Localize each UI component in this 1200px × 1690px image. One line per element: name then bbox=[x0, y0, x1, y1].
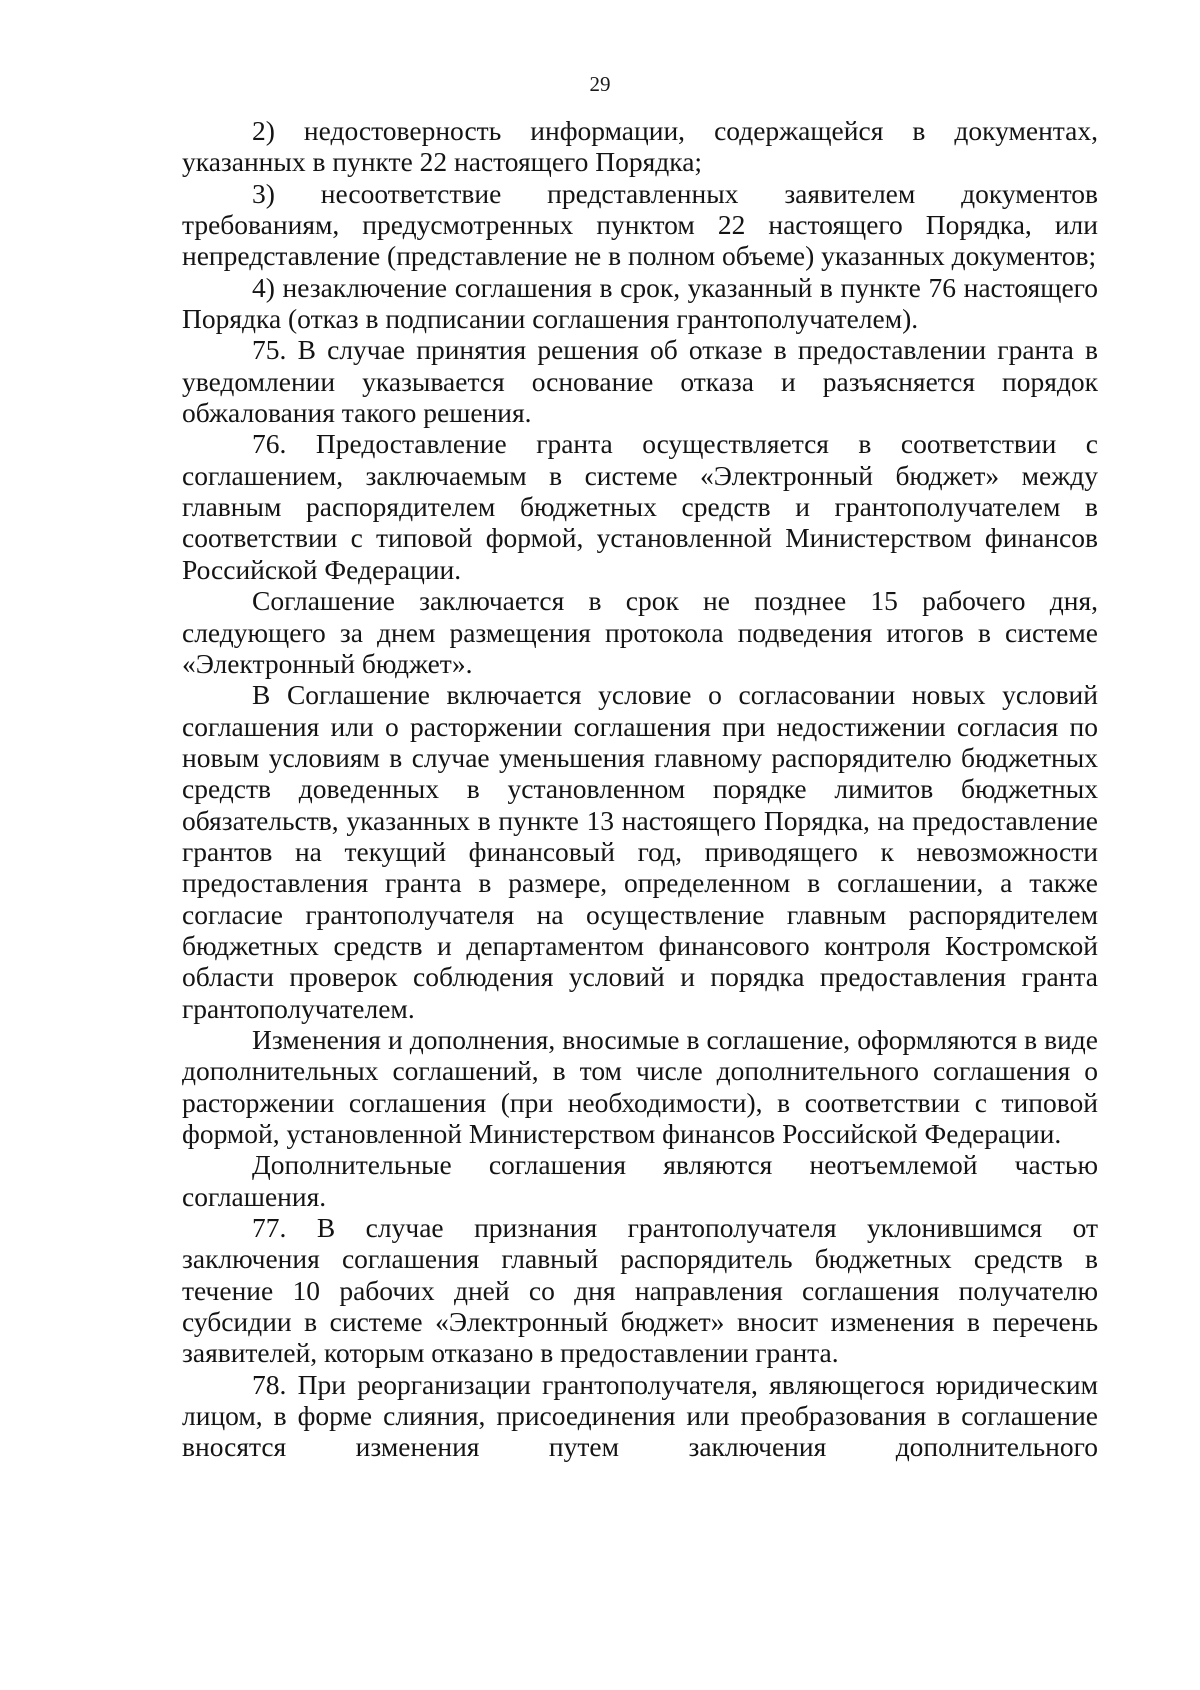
paragraph-agreement-conditions: В Соглашение включается условие о согласовании новых условий соглашения или о расторжении соглашения при недостижении согласия по новым условиям в случае уменьшения главному распорядителю бюджетных средств доведенных в установленном порядке лимитов бюджетных обязательств, указанных в пункте 13 настоящего Порядка, на предоставление грантов на текущий финансовый год, приводящего к невозможности предоставления гранта в размере, определенном в соглашении, а также согласие грантополучателя на осуществление главным распорядителем бюджетных средств и департаментом финансового контроля Костромской области проверок соблюдения условий и порядка предоставления гранта грантополучателем. bbox=[182, 679, 1098, 1024]
paragraph-clause-77: 77. В случае признания грантополучателя уклонившимся от заключения соглашения главный распорядитель бюджетных средств в течение 10 рабочих дней со дня направления соглашения получателю субсидии в системе «Электронный бюджет» вносит изменения в перечень заявителей, которым отказано в предоставлении гранта. bbox=[182, 1212, 1098, 1369]
paragraph-amendments: Изменения и дополнения, вносимые в соглашение, оформляются в виде дополнительных соглашений, в том числе дополнительного соглашения о расторжении соглашения (при необходимости), в соответствии с типовой формой, установленной Министерством финансов Российской Федерации. bbox=[182, 1023, 1098, 1149]
paragraph-clause-75: 75. В случае принятия решения об отказе в предоставлении гранта в уведомлении указывается основание отказа и разъясняется порядок обжалования такого решения. bbox=[182, 334, 1098, 429]
paragraph-item-3: 3) несоответствие представленных заявителем документов требованиям, предусмотренных пунктом 22 настоящего Порядка, или непредставление (представление не в полном объеме) указанных документов; bbox=[182, 177, 1098, 272]
paragraph-agreement-term: Соглашение заключается в срок не позднее 15 рабочего дня, следующего за днем размещения протокола подведения итогов в системе «Электронный бюджет». bbox=[182, 585, 1098, 679]
paragraph-item-2: 2) недостоверность информации, содержащейся в документах, указанных в пункте 22 настоящего Порядка; bbox=[182, 115, 1098, 178]
paragraph-item-4: 4) незаключение соглашения в срок, указанный в пункте 76 настоящего Порядка (отказ в подписании соглашения грантополучателем). bbox=[182, 271, 1098, 335]
document-body bbox=[182, 115, 1098, 1463]
paragraph-clause-78: 78. При реорганизации грантополучателя, являющегося юридическим лицом, в форме слияния, присоединения или преобразования в соглашение вносятся изменения путем заключения дополнительного bbox=[182, 1368, 1098, 1463]
paragraph-clause-76: 76. Предоставление гранта осуществляется в соответствии с соглашением, заключаемым в системе «Электронный бюджет» между главным распорядителем бюджетных средств и грантополучателем в соответствии с типовой формой, установленной Министерством финансов Российской Федерации. bbox=[182, 428, 1098, 585]
paragraph-additional-agreements: Дополнительные соглашения являются неотъемлемой частью соглашения. bbox=[182, 1149, 1098, 1212]
page-number: 29 bbox=[589, 72, 611, 96]
